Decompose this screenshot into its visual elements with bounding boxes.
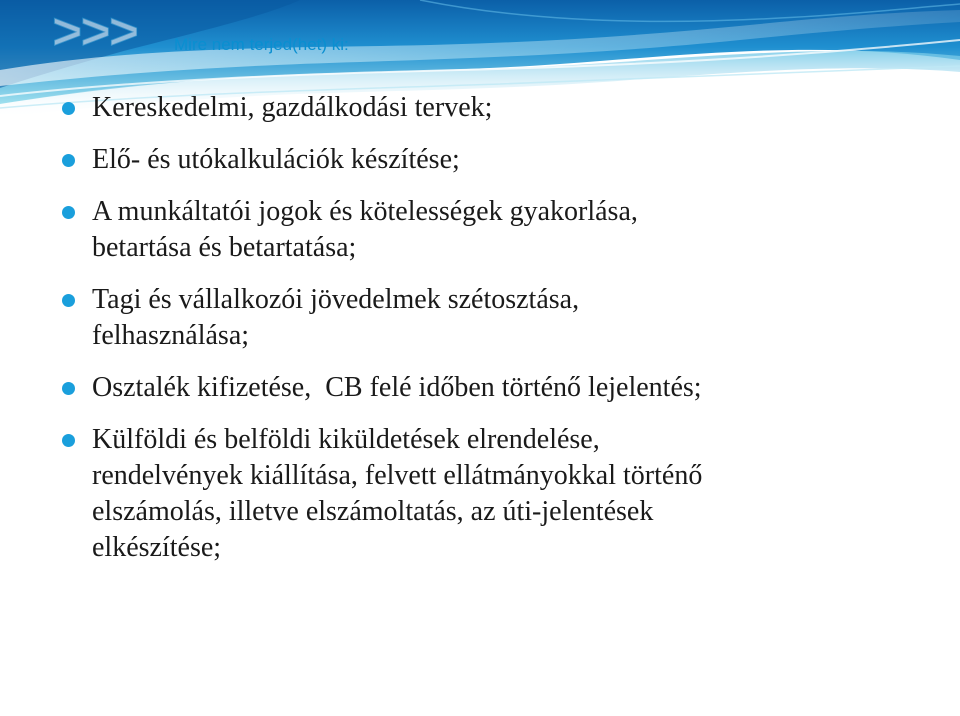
bullet-line: Osztalék kifizetése, CB felé időben történő lejelentés; xyxy=(92,372,702,403)
arrows-marker: >>> xyxy=(52,3,138,61)
bullet-dot-icon xyxy=(62,206,75,219)
bullet-dot-icon xyxy=(62,102,75,115)
bullet-line: felhasználása; xyxy=(92,320,250,351)
bullet-line: Külföldi és belföldi kiküldetések elrendelése, xyxy=(92,424,600,455)
bullet-item xyxy=(62,422,942,566)
bullet-line: Elő- és utókalkulációk készítése; xyxy=(92,144,460,175)
bullet-line: elszámolás, illetve elszámoltatás, az úti-jelentések xyxy=(92,496,654,527)
bullet-line: Tagi és vállalkozói jövedelmek szétosztása, xyxy=(92,284,580,315)
bullet-item xyxy=(62,90,942,126)
bullet-dot-icon xyxy=(62,382,75,395)
header-title: Mire nem terjed(het) ki: xyxy=(174,35,349,54)
bullet-list xyxy=(62,90,942,582)
bullet-line: betartása és betartatása; xyxy=(92,232,357,263)
bullet-line: A munkáltatói jogok és kötelességek gyakorlása, xyxy=(92,196,638,227)
bullet-item xyxy=(62,142,942,178)
bullet-item xyxy=(62,194,942,266)
bullet-item xyxy=(62,370,942,406)
bullet-dot-icon xyxy=(62,294,75,307)
bullet-dot-icon xyxy=(62,434,75,447)
bullet-line: Kereskedelmi, gazdálkodási tervek; xyxy=(92,92,493,123)
bullet-dot-icon xyxy=(62,154,75,167)
bullet-item xyxy=(62,282,942,354)
bullet-line: rendelvények kiállítása, felvett ellátmányokkal történő xyxy=(92,460,703,491)
bullet-line: elkészítése; xyxy=(92,532,222,563)
